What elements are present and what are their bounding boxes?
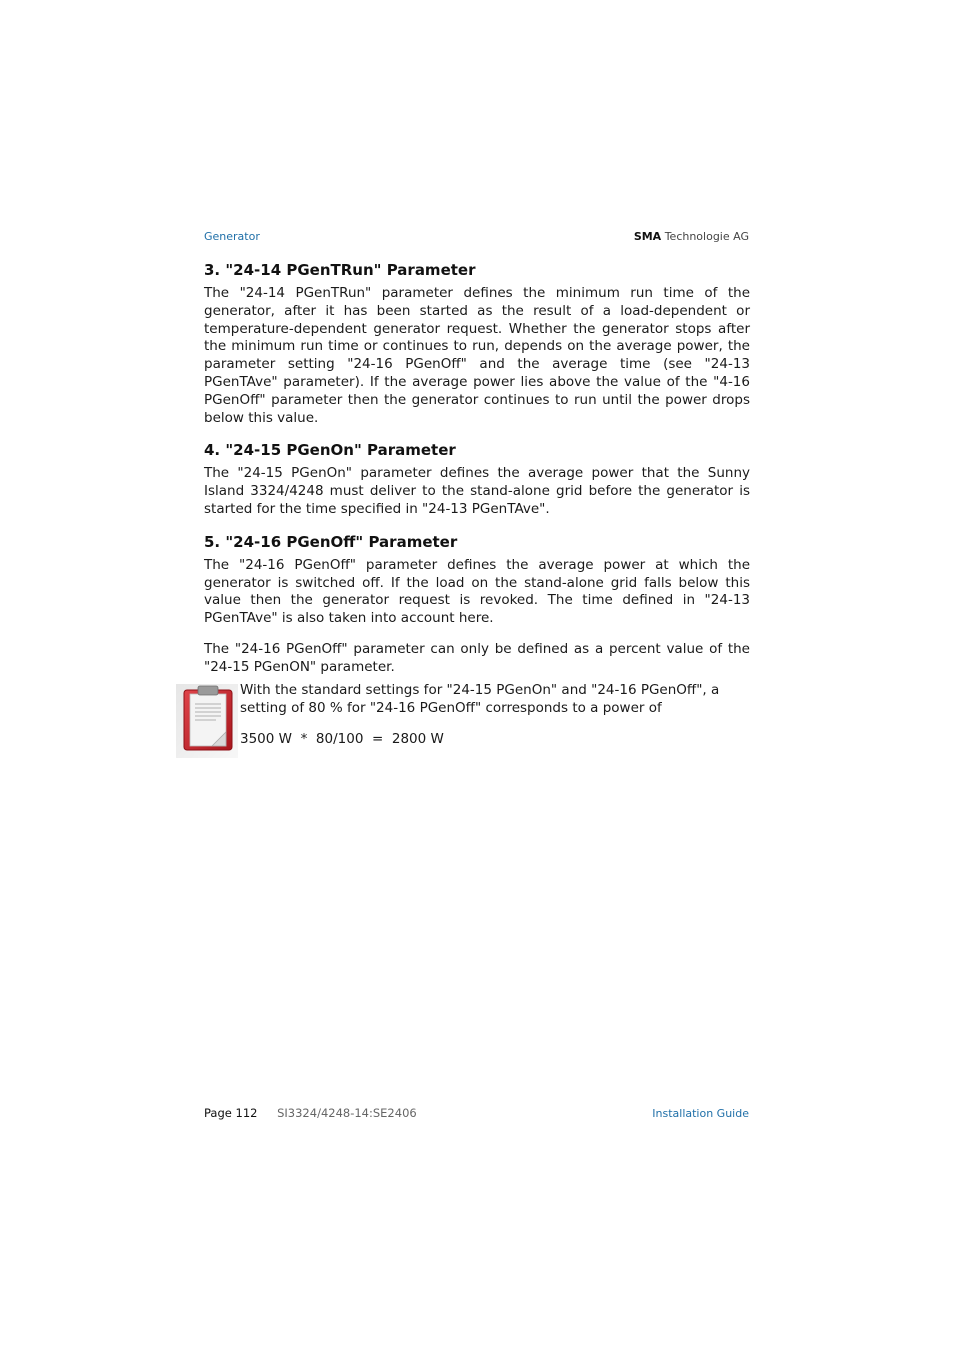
section-paragraph: The "24-14 PGenTRun" parameter defines the minimum run time of the generator, after it has been started as the result of a load-dependent or temperature-dependent generator request. Whether the generator stops after the minimum run time or continues to run, depends on the average power, the parameter setting "24-16 PGenOff" and the average time (see "24-13 PGenTAve" parameter). If the average power lies above the value of the "4-16 PGenOff" parameter then the generator continues to run until the power drops below this value. [204, 285, 750, 426]
header-company-name: Technologie AG [664, 230, 749, 243]
clipboard-note-icon [176, 682, 238, 758]
note-paragraph: With the standard settings for "24-15 PGenOn" and "24-16 PGenOff", a setting of 80 % for "24-16 PGenOff" corresponds to a power of [240, 682, 720, 716]
note-box [176, 682, 750, 760]
section-heading: 3. "24-14 PGenTRun" Parameter [204, 261, 476, 279]
header-brand: SMA [633, 230, 662, 243]
footer-left [204, 1106, 417, 1120]
note-formula: 3500 W * 80/100 = 2800 W [240, 730, 444, 747]
header-company [634, 230, 749, 243]
section-pgenon [204, 440, 750, 518]
section-paragraph: The "24-16 PGenOff" parameter defines the average power at which the generator is switched off. If the load on the stand-alone grid falls below this value then the generator request is revoked. The time defined in "24-13 PGenTAve" is also taken into account here. [204, 556, 750, 627]
footer-page-number: Page 112 [204, 1106, 258, 1120]
header-section-title: Generator [204, 230, 260, 243]
section-heading: 5. "24-16 PGenOff" Parameter [204, 532, 458, 551]
main-content [204, 260, 750, 690]
section-pgenoff [204, 532, 750, 677]
section-paragraph: The "24-15 PGenOn" parameter defines the average power that the Sunny Island 3324/4248 must deliver to the stand-alone grid before the generator is started for the time specified in "24-13 PGenTAve". [204, 465, 750, 517]
section-paragraph: The "24-16 PGenOff" parameter can only be defined as a percent value of the "24-15 PGenON" parameter. [204, 640, 750, 675]
section-pgentrun [204, 260, 750, 427]
footer-guide-title: Installation Guide [652, 1107, 749, 1120]
footer-doc-id: SI3324/4248-14:SE2406 [277, 1106, 417, 1120]
note-text [240, 682, 750, 748]
section-heading: 4. "24-15 PGenOn" Parameter [204, 441, 456, 460]
